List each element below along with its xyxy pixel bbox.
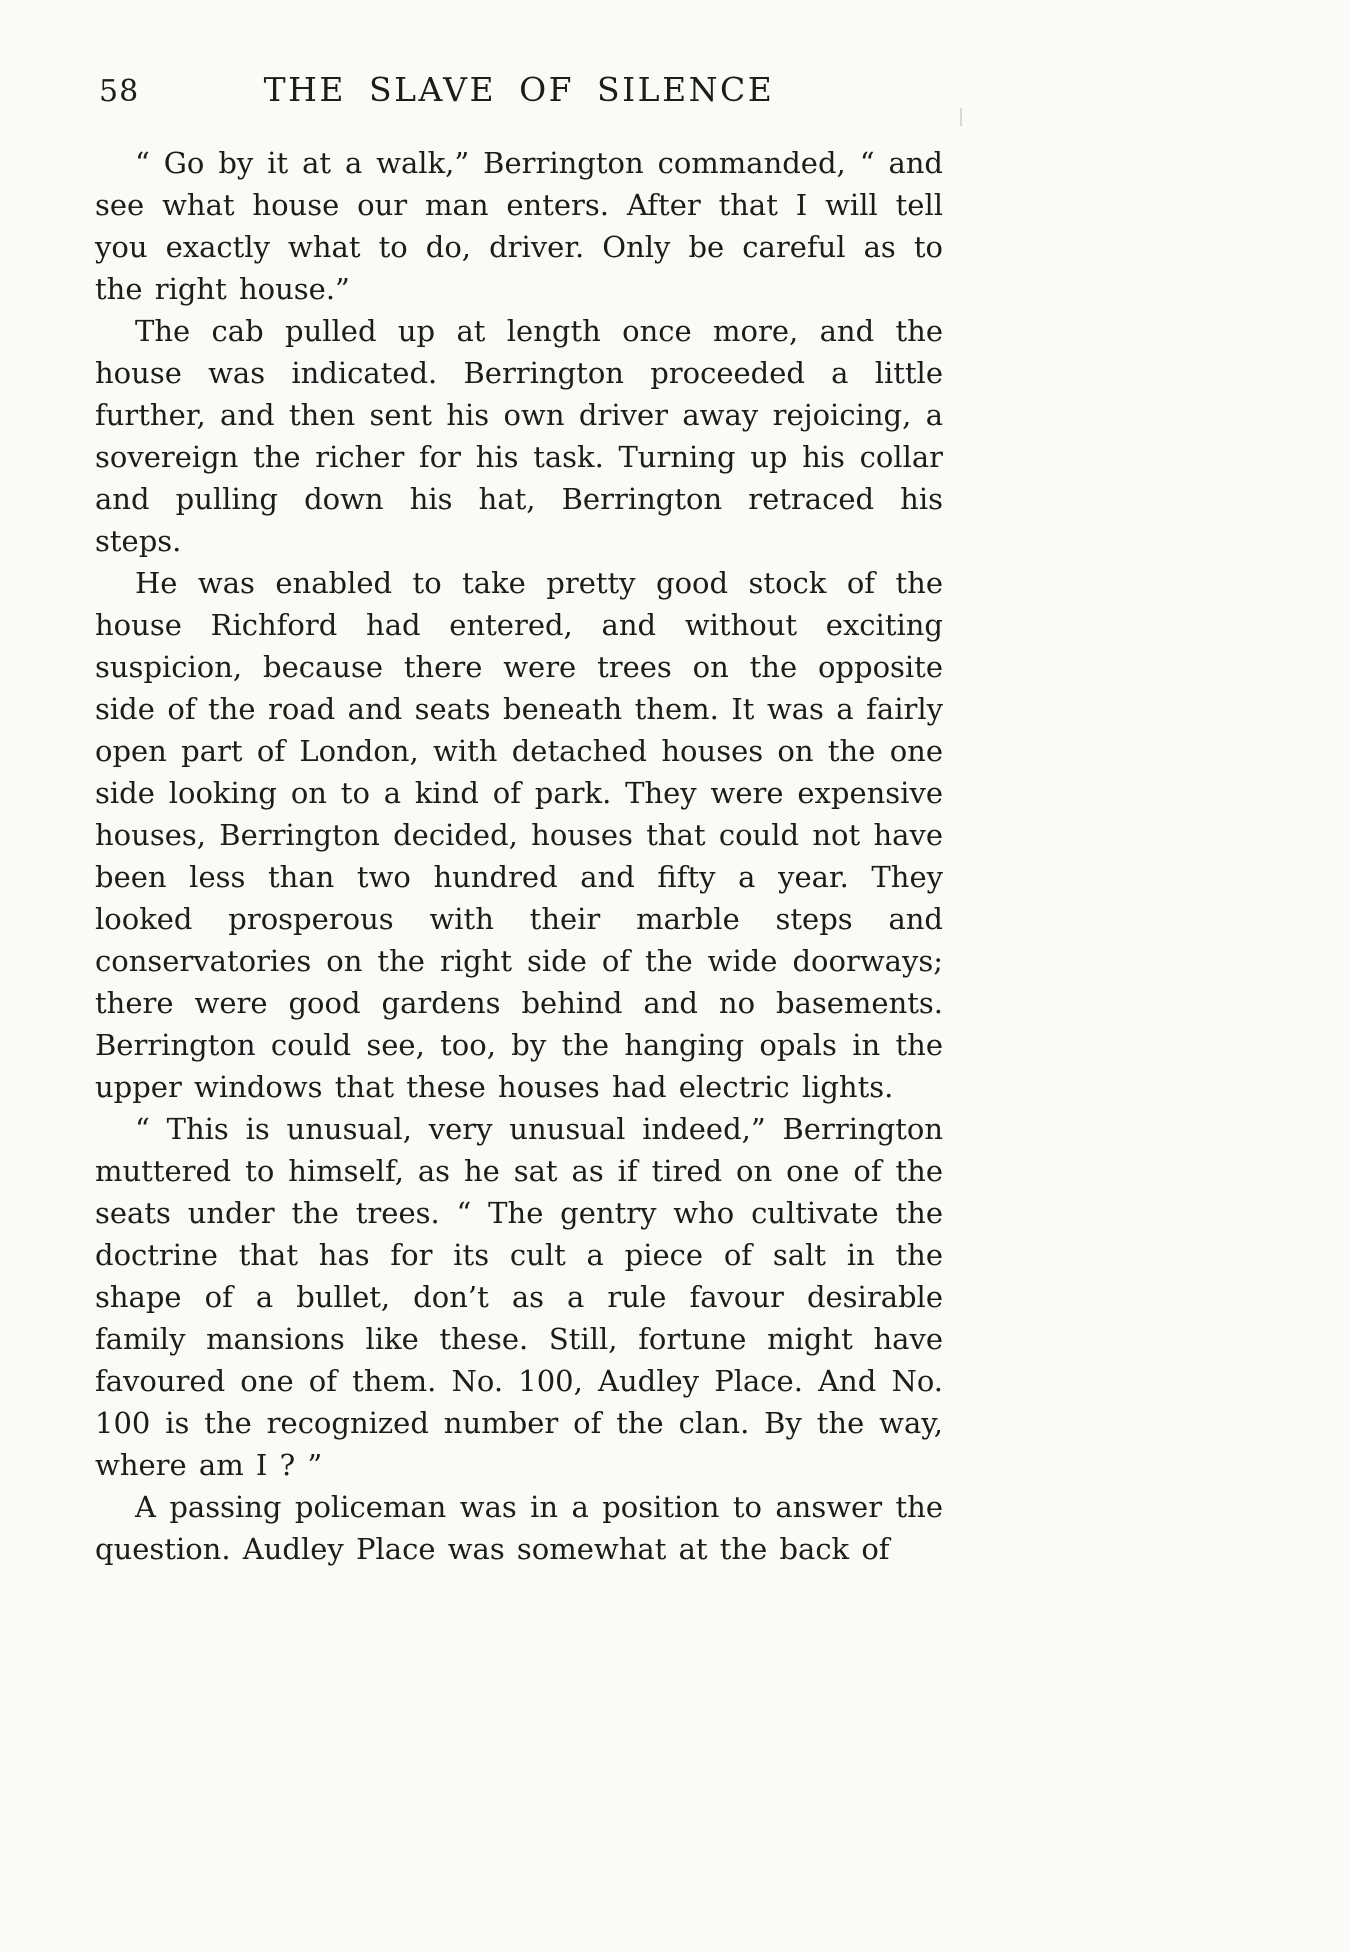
paragraph: He was enabled to take pretty good stock of the house Richford had entered, and without exciting suspicion, because there were trees on the opposite side of the road and seats beneath them. It was a fairly open part of London, with detached houses on the one side looking on to a kind of park. They were expensive houses, Berrington decided, houses that could not have been less than two hundred and fifty a year. They looked prosperous with their marble steps and conservatories on the right side of the wide doorways; there were good gardens behind and no basements. Berrington could see, too, by the hanging opals in the upper windows that these houses had electric lights. [95, 566, 943, 1104]
page-number: 58 [99, 74, 140, 109]
page-header [95, 70, 943, 116]
running-title: THE SLAVE OF SILENCE [263, 70, 775, 109]
paragraph: “ This is unusual, very unusual indeed,” Berrington muttered to himself, as he sat as if tired on one of the seats under the trees. “ The gentry who cultivate the doctrine that has for its cult a piece of salt in the shape of a bullet, don’t as a rule favour desirable family mansions like these. Still, fortune might have favoured one of them. No. 100, Audley Place. And No. 100 is the recognized number of the clan. By the way, where am I ? ” [95, 1112, 943, 1482]
paragraph: The cab pulled up at length once more, and the house was indicated. Berrington proceeded a little further, and then sent his own driver away rejoicing, a sovereign the richer for his task. Turning up his collar and pulling down his hat, Berrington retraced his steps. [95, 314, 943, 558]
body-text [95, 142, 943, 1570]
paragraph: A passing policeman was in a position to answer the question. Audley Place was somewhat at the back of [95, 1490, 943, 1566]
paragraph: “ Go by it at a walk,” Berrington commanded, “ and see what house our man enters. After that I will tell you exactly what to do, driver. Only be careful as to the right house.” [95, 146, 943, 306]
scan-artifact [960, 108, 962, 126]
